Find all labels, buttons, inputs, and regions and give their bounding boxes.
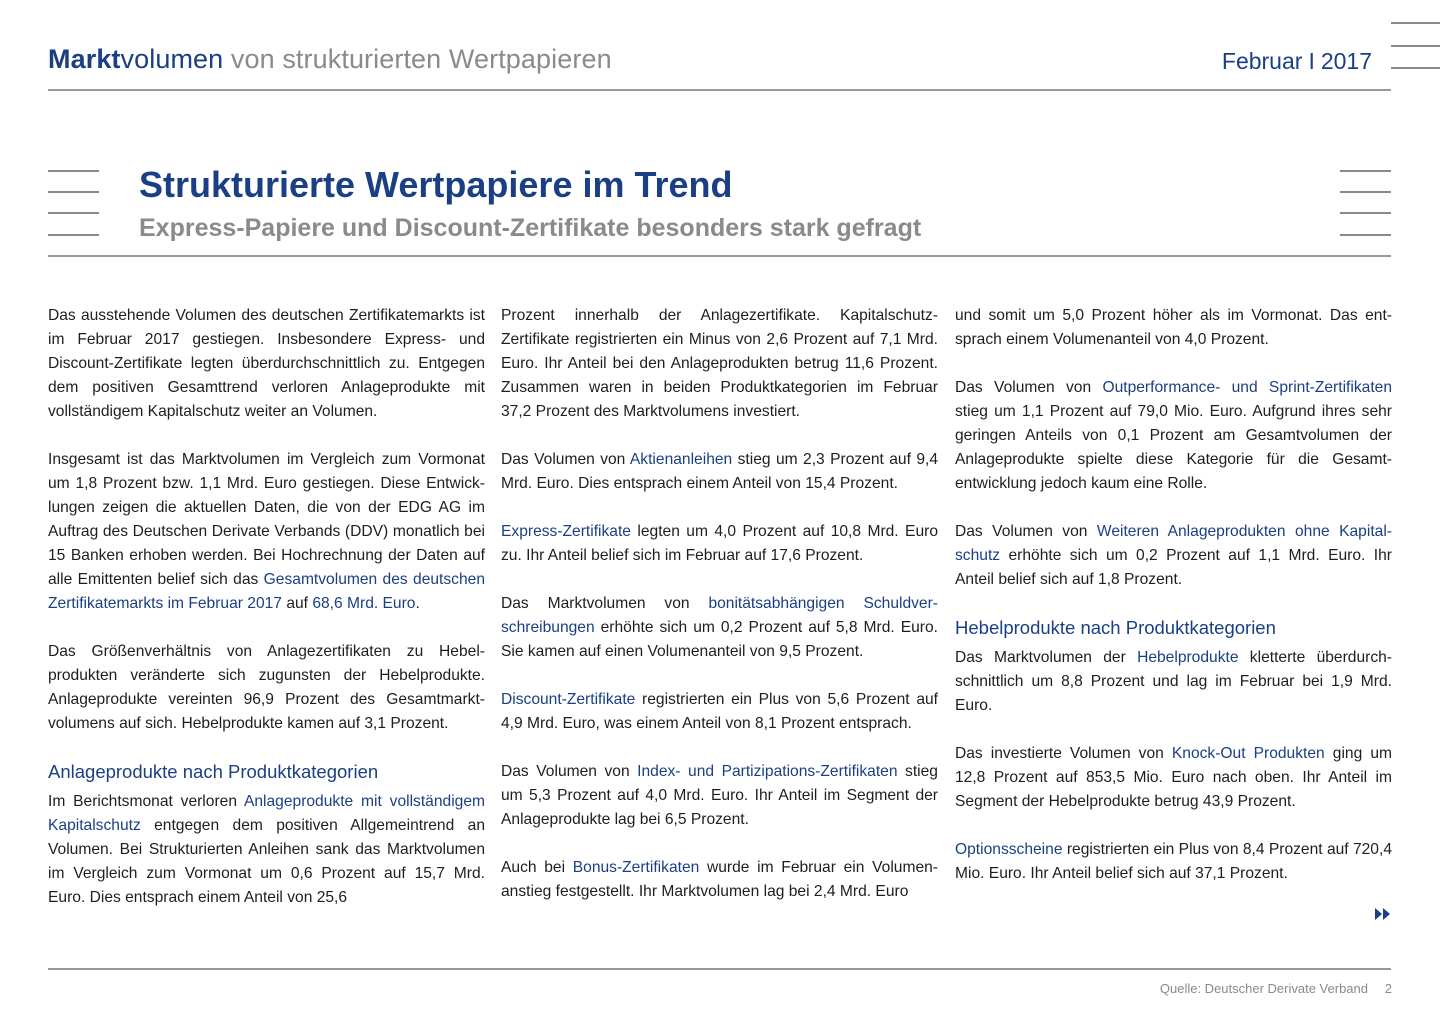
link-bonus-zertifikate[interactable]: Bonus-Zertifikaten xyxy=(572,859,700,876)
text: Auch bei xyxy=(501,859,573,876)
paragraph xyxy=(501,856,938,904)
text: Das Volumen von xyxy=(501,451,630,468)
text: ging um 12,8 Prozent auf 853,5 Mio. Euro nach oben. Ihr Anteil im Segment der Hebelprodukte betrug 43,9 Prozent. xyxy=(955,745,1392,810)
text: wurde im Februar ein Volumenanstieg festgestellt. Ihr Marktvolumen lag bei 2,4 Mrd. Euro xyxy=(501,859,938,900)
text: stieg um 2,3 Prozent auf 9,4 Mrd. Euro. Dies entsprach einem Anteil von 15,4 Prozent. xyxy=(501,451,938,492)
decor-line xyxy=(48,212,99,214)
decor-line xyxy=(48,234,99,236)
value-gesamtvolumen: 68,6 Mrd. Euro xyxy=(312,595,416,612)
link-anlageprodukte-kapitalschutz[interactable]: Anlageprodukte mit vollständigem Kapitalschutz xyxy=(48,793,485,834)
section-heading-anlageprodukte: Anlageprodukte nach Produktkategorien xyxy=(48,761,379,782)
link-index-partizipations-zertifikate[interactable]: Index- und Partizipations-Zertifikaten xyxy=(637,763,898,780)
link-knock-out-produkte[interactable]: Knock-Out Produkten xyxy=(1171,745,1325,762)
page-title: Strukturierte Wertpapiere im Trend xyxy=(139,164,733,205)
page-number: 2 xyxy=(1384,981,1392,996)
text: erhöhte sich um 0,2 Prozent auf 1,1 Mrd. Euro. Ihr Anteil belief sich auf 1,8 Prozent. xyxy=(955,547,1392,588)
paragraph xyxy=(501,688,938,736)
text: erhöhte sich um 0,2 Prozent auf 5,8 Mrd. Euro. Sie kamen auf einen Volumenanteil von 9,5 Prozent. xyxy=(501,619,938,660)
paragraph xyxy=(955,376,1392,496)
text: kletterte überdurchschnittlich um 8,8 Prozent und lag im Februar bei 1,9 Mrd. Euro. xyxy=(955,649,1392,714)
link-outperformance-sprint-zertifikate[interactable]: Outperformance- und Sprint-Zertifikaten xyxy=(1102,379,1392,396)
decor-line xyxy=(1391,45,1440,47)
decor-line xyxy=(48,191,99,193)
text: registrierten ein Plus von 5,6 Prozent auf 4,9 Mrd. Euro, was einem Anteil von 8,1 Prozent entsprach. xyxy=(501,691,938,732)
text: Das investierte Volumen von xyxy=(955,745,1172,762)
decor-line xyxy=(1340,234,1391,236)
text: stieg um 1,1 Prozent auf 79,0 Mio. Euro. Aufgrund ihres sehr geringen Anteils von 0,1 Prozent am Gesamtvolumen der Anlageprodukte spielte diese Kategorie für die Gesamtentwicklung jedoch kaum eine Rolle. xyxy=(955,403,1392,492)
text: Im Berichtsmonat verloren xyxy=(48,793,244,810)
text: legten um 4,0 Prozent auf 10,8 Mrd. Euro zu. Ihr Anteil belief sich im Februar auf 17,6 Prozent. xyxy=(501,523,938,564)
header-title-mid: volumen xyxy=(120,44,224,74)
paragraph xyxy=(501,520,938,568)
footer-source: Quelle: Deutscher Derivate Verband xyxy=(1159,981,1368,996)
link-weitere-anlageprodukte[interactable]: Weiteren Anlageprodukten ohne Kapitalschutz xyxy=(955,523,1392,564)
header-title xyxy=(48,44,612,75)
paragraph: Das Größenverhältnis von Anlagezertifikaten zu Hebelprodukten veränderte sich zugunsten der Hebelprodukte. Anlageprodukte vereinten 96,9 Prozent des Gesamtmarktvolumens auf sich. Hebelprodukte kamen auf 3,1 Prozent. xyxy=(48,643,485,732)
decor-line xyxy=(1340,212,1391,214)
decor-line xyxy=(1340,191,1391,193)
link-discount-zertifikate[interactable]: Discount-Zertifikate xyxy=(501,691,636,708)
paragraph: Das ausstehende Volumen des deutschen Zertifikatemarkts ist im Februar 2017 gestiegen. Insbesondere Express- und Discount-Zertifikate legten überdurchschnittlich zu. Entgegen dem positiven Gesamttrend verloren Anlageprodukte mit vollständigem Kapitalschutz weiter an Volumen. xyxy=(48,307,485,420)
link-express-zertifikate[interactable]: Express-Zertifikate xyxy=(501,523,631,540)
paragraph xyxy=(955,646,1392,718)
paragraph: Prozent innerhalb der Anlagezertifikate. Kapitalschutz-Zertifikate registrierten ein Minus von 2,6 Prozent auf 7,1 Mrd. Euro. Ihr Anteil bei den Anlageprodukten betrug 11,6 Prozent. Zusammen waren in beiden Produktkategorien im Februar 37,2 Prozent des Marktvolumens investiert. xyxy=(501,307,938,420)
text: Das Marktvolumen von xyxy=(501,595,709,612)
text-column-3 xyxy=(955,304,1392,910)
link-aktienanleihen[interactable]: Aktienanleihen xyxy=(629,451,733,468)
text: Das Volumen von xyxy=(955,523,1097,540)
link-gesamtvolumen[interactable]: Gesamtvolumen des deutschen Zertifikatemarkts im Februar 2017 xyxy=(48,571,485,612)
link-optionsscheine[interactable]: Optionsscheine xyxy=(955,841,1063,858)
paragraph xyxy=(501,760,938,832)
text: Das Volumen von xyxy=(501,763,638,780)
header-date xyxy=(1222,48,1372,75)
text: Insgesamt ist das Marktvolumen im Vergleich zum Vormonat um 1,8 Prozent bzw. 1,1 Mrd. Euro gestiegen. Diese Entwicklungen zeigen die aktuellen Daten, die von der EDG AG im Auftrag des Deutschen Derivate Verbands (DDV) monatlich bei 15 Banken erhoben werden. Bei Hochrechnung der Daten auf alle Emittenten belief sich das xyxy=(48,451,485,588)
text: auf xyxy=(281,595,313,612)
header-title-rest: von strukturierten Wertpapieren xyxy=(223,44,612,74)
header-title-bold: Markt xyxy=(48,44,121,74)
text: registrierten ein Plus von 8,4 Prozent auf 720,4 Mio. Euro. Ihr Anteil belief sich auf 37,1 Prozent. xyxy=(955,841,1392,882)
paragraph xyxy=(501,592,938,664)
page-subtitle: Express-Papiere und Discount-Zertifikate besonders stark gefragt xyxy=(139,214,922,242)
paragraph xyxy=(48,448,485,616)
decor-line xyxy=(1391,67,1440,69)
header-rule xyxy=(48,89,1391,91)
double-chevron-right-icon[interactable] xyxy=(1375,908,1391,920)
paragraph xyxy=(955,742,1392,814)
paragraph xyxy=(48,790,485,910)
paragraph: und somit um 5,0 Prozent höher als im Vormonat. Das entsprach einem Volumenanteil von 4,0 Prozent. xyxy=(955,307,1392,348)
paragraph xyxy=(955,520,1392,592)
header-month: Februar xyxy=(1221,48,1303,74)
text: . xyxy=(415,595,420,612)
decor-line xyxy=(48,170,99,172)
text: entgegen dem positiven Allgemeintrend an Volumen. Bei Strukturierten Anleihen sank das Marktvolumen im Vergleich zum Vormonat um 0,6 Prozent auf 15,7 Mrd. Euro. Dies entsprach einem Anteil von 25,6 xyxy=(48,817,485,906)
link-bonitaetsabhaengige-schuldverschreibungen[interactable]: bonitätsabhängigen Schuldverschreibungen xyxy=(501,595,938,636)
text: stieg um 5,3 Prozent auf 4,0 Mrd. Euro. Ihr Anteil im Segment der Anlageprodukte lag bei 6,5 Prozent. xyxy=(501,763,938,828)
text-column-1 xyxy=(48,304,485,934)
footer-rule xyxy=(48,968,1391,970)
decor-line xyxy=(1391,22,1440,24)
decor-line xyxy=(1340,170,1391,172)
paragraph xyxy=(501,448,938,496)
paragraph xyxy=(955,838,1392,886)
text-column-2 xyxy=(501,304,938,928)
text: Das Marktvolumen der xyxy=(955,649,1138,666)
header-year: 2017 xyxy=(1320,48,1372,74)
link-hebelprodukte[interactable]: Hebelprodukte xyxy=(1137,649,1239,666)
headline-rule xyxy=(48,255,1391,257)
section-heading-hebelprodukte: Hebelprodukte nach Produktkategorien xyxy=(955,617,1276,638)
text: Das Volumen von xyxy=(955,379,1103,396)
header-separator: I xyxy=(1308,48,1315,74)
